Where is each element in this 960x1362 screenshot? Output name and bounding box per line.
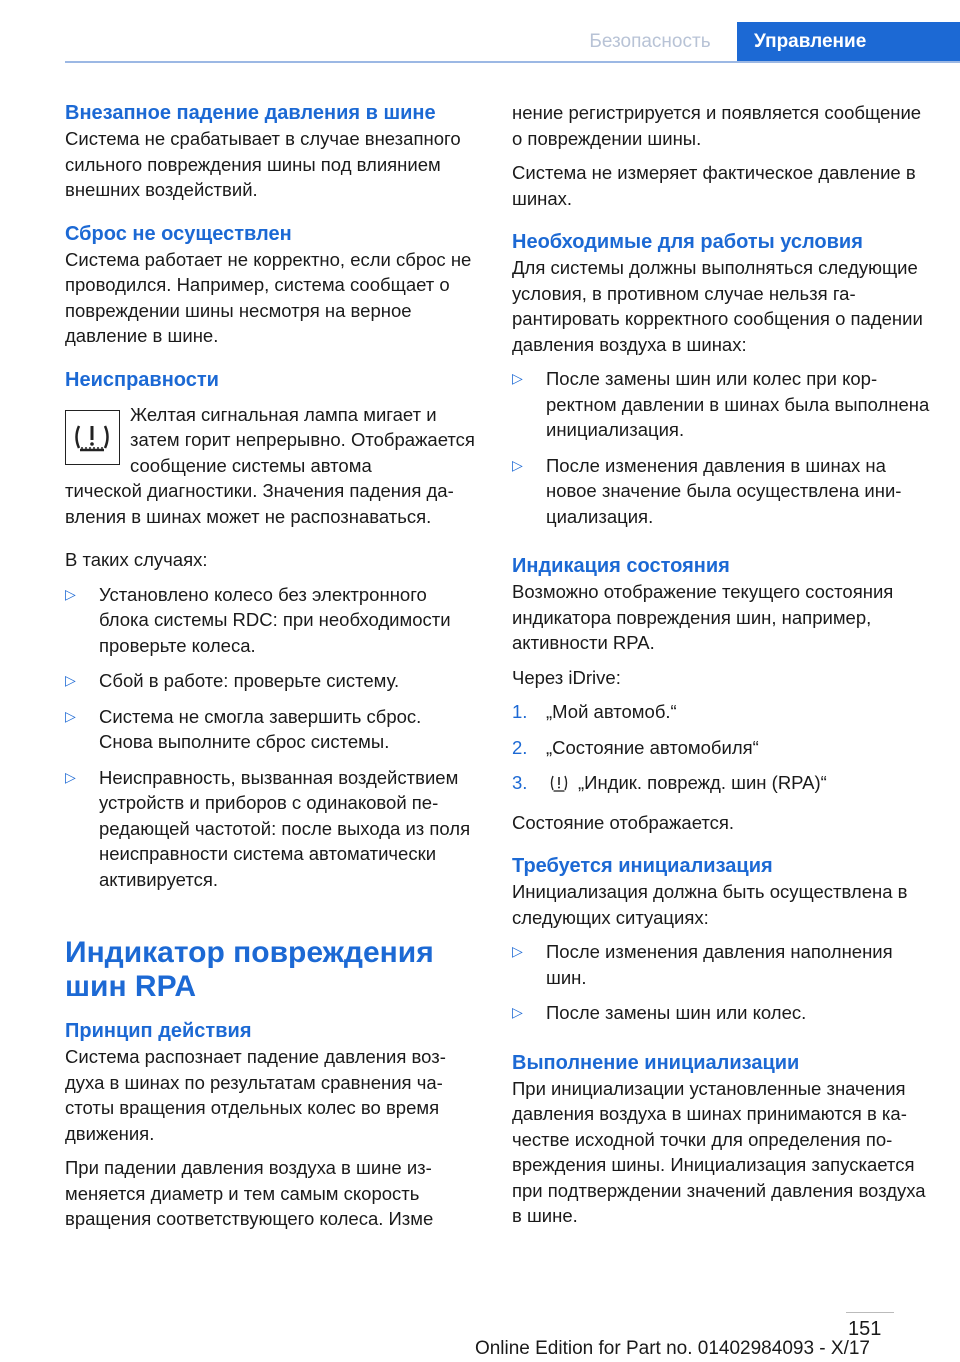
triangle-bullet-icon: ▷ bbox=[65, 768, 76, 785]
paragraph-conditions: Для системы должны выполняться следующие условия, в противном случае нельзя гарантировать корректного сообщения о падении давления воздуха в шинах: bbox=[512, 257, 923, 355]
list-item: ▷ После замены шин или колес при корректном давлении в шинах была выполнена инициализация. bbox=[512, 368, 930, 440]
conditions-list bbox=[512, 366, 930, 529]
list-item: ▷ После изменения давления в шинах на новое значение была осуществлена инициализация. bbox=[512, 454, 902, 527]
heading-perform-init: Выполнение инициализации bbox=[512, 1051, 800, 1074]
step-number: 3. bbox=[512, 772, 528, 793]
heading-faults: Неисправности bbox=[65, 368, 219, 391]
paragraph-status-display: Возможно отображение текущего состояния индикатора повреждения шин, например, активности RPA. bbox=[512, 581, 894, 653]
footer-edition: Online Edition for Part no. 01402984093 - X/17 bbox=[474, 1338, 870, 1359]
heading-principle: Принцип действия bbox=[65, 1020, 252, 1042]
paragraph-continued-2: Система не измеряет фактическое давление в шинах. bbox=[512, 162, 916, 209]
triangle-bullet-icon: ▷ bbox=[512, 1004, 523, 1020]
faults-warning-block bbox=[65, 402, 477, 530]
paragraph-faults-b: тической диагностики. Значения падения давления в шинах может не распознаваться. bbox=[65, 480, 454, 527]
list-item: 3. „Индик. поврежд. шин (RPA)“ bbox=[512, 770, 930, 800]
tire-pressure-warning-icon bbox=[65, 410, 120, 465]
step-number: 1. bbox=[512, 701, 528, 722]
paragraph-reset-not-done: Система работает не корректно, если сброс не проводился. Например, система сообщает о повреждении шины несмотря на верное давление в шине. bbox=[65, 248, 472, 346]
heading-reset-not-done: Сброс не осуществлен bbox=[65, 222, 292, 245]
heading-conditions: Необходимые для работы условия bbox=[512, 231, 863, 253]
tire-pressure-warning-icon bbox=[548, 773, 570, 800]
list-item: 1. „Мой автомоб.“ bbox=[512, 699, 930, 725]
list-item: ▷ Сбой в работе: проверьте систему. bbox=[65, 668, 477, 694]
fault-cases-list bbox=[65, 582, 477, 893]
right-column bbox=[512, 100, 930, 1229]
list-item: ▷ После замены шин или колес. bbox=[512, 1000, 930, 1026]
paragraph-perform-init: При инициализации установленные значения давления воздуха в шинах принимаются в качестве исходной точки для определения повреждения шины. Инициализация запускается при подтверждении значений давления воздуха в шине. bbox=[512, 1077, 926, 1226]
list-item: ▷ Установлено колесо без электронного блока системы RDC: при необходимости проверьте колеса. bbox=[65, 583, 451, 656]
list-item: ▷ Система не смогла завершить сброс. Снова выполните сброс системы. bbox=[65, 705, 422, 752]
triangle-bullet-icon: ▷ bbox=[65, 672, 76, 688]
tab-safety[interactable]: Безопасность bbox=[589, 31, 711, 52]
paragraph-principle-2: При падении давления воздуха в шине изменяется диаметр и тем самым скорость вращения соответствующего колеса. Изме bbox=[65, 1157, 434, 1229]
step-number: 2. bbox=[512, 736, 528, 758]
paragraph-sudden-pressure-loss: Система не срабатывает в случае внезапного сильного повреждения шины под влиянием внешних воздействий. bbox=[65, 128, 461, 200]
list-item: ▷ После изменения давления наполнения шин. bbox=[512, 941, 893, 988]
triangle-bullet-icon: ▷ bbox=[512, 456, 523, 473]
idrive-steps-list bbox=[512, 699, 930, 800]
left-column bbox=[65, 100, 477, 1232]
triangle-bullet-icon: ▷ bbox=[512, 943, 523, 959]
triangle-bullet-icon: ▷ bbox=[65, 585, 76, 602]
footer-rule bbox=[846, 1312, 894, 1313]
paragraph-principle-1: Система распознает падение давления воздуха в шинах по результатам сравнения частоты вращения отдельных колес во время движения. bbox=[65, 1046, 446, 1144]
heading-status-display: Индикация состояния bbox=[512, 555, 730, 577]
list-item: ▷ Неисправность, вызванная воздействием устройств и приборов с одинаковой передающей частотой: после выхода из поля неисправности система автоматически активируется. bbox=[65, 766, 471, 890]
list-item: 2. „Состояние автомобиля“ bbox=[512, 735, 930, 761]
paragraph-status-shown: Состояние отображается. bbox=[512, 811, 735, 833]
triangle-bullet-icon: ▷ bbox=[512, 370, 523, 386]
heading-init-required: Требуется инициализация bbox=[512, 855, 773, 877]
paragraph-via-idrive: Через iDrive: bbox=[512, 666, 621, 688]
tab-control[interactable]: Управление bbox=[737, 22, 960, 62]
heading-sudden-pressure-loss: Внезапное падение давления в шине bbox=[65, 102, 436, 124]
triangle-bullet-icon: ▷ bbox=[65, 707, 76, 724]
header-rule bbox=[65, 61, 960, 63]
paragraph-faults-a: Желтая сигнальная лампа мигает и затем горит непрерывно. Отображается сообщение системы автома bbox=[130, 403, 475, 476]
page-number: 151 bbox=[848, 1318, 882, 1340]
init-situations-list bbox=[512, 939, 930, 1026]
paragraph-init-required: Инициализация должна быть осуществлена в следующих ситуациях: bbox=[512, 881, 908, 928]
paragraph-such-cases: В таких случаях: bbox=[65, 549, 208, 570]
paragraph-continued-1: нение регистрируется и появляется сообщение о повреждении шины. bbox=[512, 102, 922, 149]
section-title-rpa: Индикатор повреждения шин RPA bbox=[65, 936, 434, 1003]
